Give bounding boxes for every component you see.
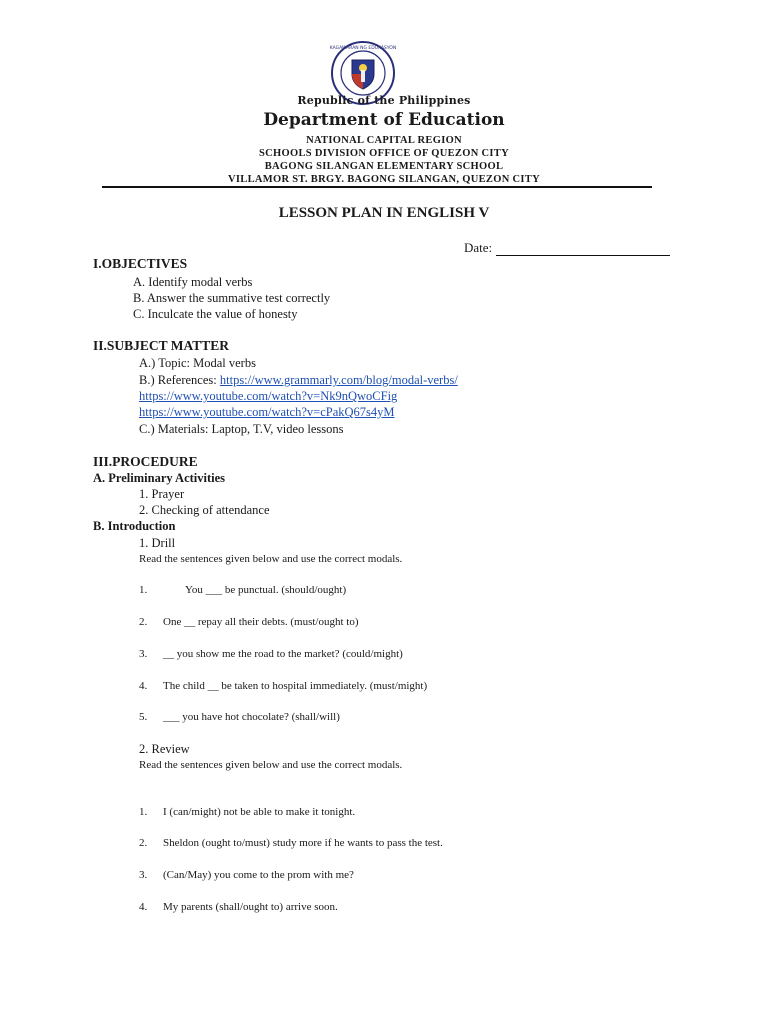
drill-item-number: 4. — [139, 680, 148, 692]
review-item-number: 3. — [139, 869, 148, 881]
address-line: VILLAMOR ST. BRGY. BAGONG SILANGAN, QUEZON CITY — [228, 174, 540, 185]
review-item-text: My parents (shall/ought to) arrive soon. — [163, 901, 338, 913]
preliminary-item: 2. Checking of attendance — [139, 503, 270, 517]
introduction-heading: B. Introduction — [93, 519, 176, 533]
region-line: NATIONAL CAPITAL REGION — [306, 135, 462, 146]
references-line — [139, 373, 458, 388]
review-item — [139, 806, 355, 818]
drill-item-number: 1. — [139, 584, 148, 596]
drill-item-text: One __ repay all their debts. (must/ought to) — [163, 616, 359, 628]
preliminary-heading: A. Preliminary Activities — [93, 471, 226, 485]
drill-item-number: 5. — [139, 711, 148, 723]
materials-line: C.) Materials: Laptop, T.V, video lessons — [139, 422, 344, 436]
review-item — [139, 869, 354, 881]
reference-link-youtube-2[interactable]: https://www.youtube.com/watch?v=cPakQ67s4yM — [139, 405, 395, 419]
drill-title: 1. Drill — [139, 536, 176, 550]
school-line: BAGONG SILANGAN ELEMENTARY SCHOOL — [264, 161, 504, 172]
review-item-number: 4. — [139, 901, 148, 913]
review-item-text: Sheldon (ought to/must) study more if he wants to pass the test. — [163, 837, 443, 849]
reference-link-grammarly[interactable]: https://www.grammarly.com/blog/modal-verbs/ — [219, 373, 458, 387]
review-item-text: I (can/might) not be able to make it tonight. — [163, 806, 356, 818]
drill-item-number: 2. — [139, 616, 148, 628]
review-title: 2. Review — [139, 742, 190, 756]
objectives-heading: I.OBJECTIVES — [93, 256, 188, 271]
department-heading: Department of Education — [263, 110, 505, 130]
page-title: LESSON PLAN IN ENGLISH V — [278, 205, 490, 221]
drill-item-text: The child __ be taken to hospital immediately. (must/might) — [163, 680, 428, 692]
objective-item: B. Answer the summative test correctly — [133, 291, 331, 305]
division-line: SCHOOLS DIVISION OFFICE OF QUEZON CITY — [259, 148, 509, 159]
objective-item: A. Identify modal verbs — [133, 275, 253, 289]
review-item-number: 1. — [139, 806, 148, 818]
drill-item — [139, 711, 340, 723]
references-label: B.) References: — [139, 373, 217, 387]
review-item — [139, 901, 338, 913]
date-label: Date: — [464, 240, 493, 255]
reference-link-youtube-1[interactable]: https://www.youtube.com/watch?v=Nk9nQwoCFig — [139, 389, 398, 403]
objective-item: C. Inculcate the value of honesty — [133, 307, 298, 321]
drill-item — [139, 584, 346, 596]
topic-line: A.) Topic: Modal verbs — [139, 356, 256, 370]
drill-item-text: __ you show me the road to the market? (could/might) — [163, 648, 403, 660]
review-item-text: (Can/May) you come to the prom with me? — [163, 869, 354, 881]
drill-instruction: Read the sentences given below and use the correct modals. — [139, 553, 403, 565]
drill-item — [139, 616, 359, 628]
svg-text:KAGAWARAN NG EDUKASYON: KAGAWARAN NG EDUKASYON — [330, 46, 396, 51]
header-divider — [102, 186, 652, 188]
drill-item-text: ___ you have hot chocolate? (shall/will) — [163, 711, 340, 723]
date-field — [464, 240, 670, 256]
drill-item — [139, 648, 403, 660]
review-instruction: Read the sentences given below and use the correct modals. — [139, 759, 403, 771]
republic-heading: Republic of the Philippines — [297, 94, 471, 107]
procedure-heading: III.PROCEDURE — [93, 454, 198, 469]
review-item-number: 2. — [139, 837, 148, 849]
drill-item — [139, 680, 427, 692]
subject-matter-heading: II.SUBJECT MATTER — [93, 338, 230, 353]
drill-item-number: 3. — [139, 648, 148, 660]
review-item — [139, 837, 443, 849]
drill-item-text: You ___ be punctual. (should/ought) — [185, 584, 347, 596]
date-blank-line — [496, 244, 670, 256]
preliminary-item: 1. Prayer — [139, 487, 185, 501]
